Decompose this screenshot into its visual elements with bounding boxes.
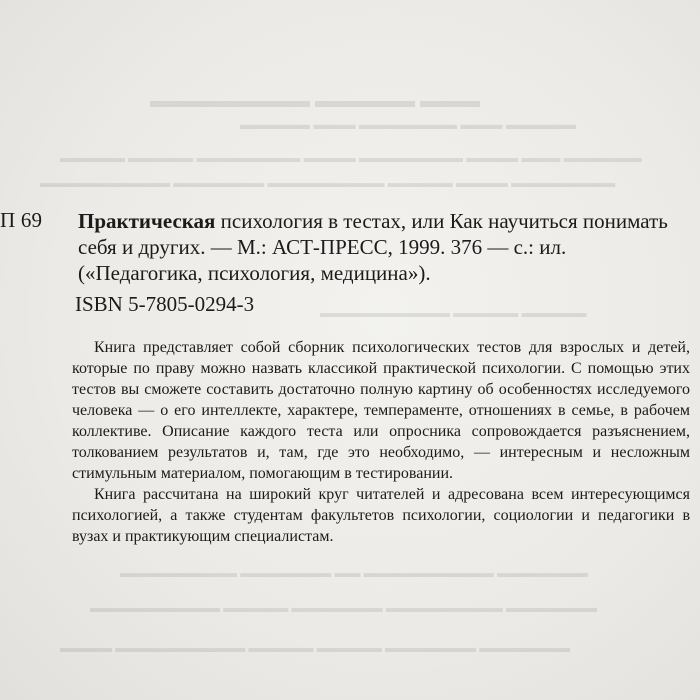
show-through-text: ▬▬▬▬▬▬▬ ▬▬▬▬▬▬▬▬▬ ▬▬▬▬▬▬▬ ▬▬▬▬▬ ▬▬▬▬▬▬▬▬▬▬ [90,600,597,615]
show-through-text: ▬▬▬▬▬ ▬▬▬ ▬▬▬▬▬▬▬ ▬▬▬ ▬▬▬▬▬ [240,118,576,133]
annotation-paragraph: Книга рассчитана на широкий круг читателей и адресована всем интересующимся психологией, а также студентам факультетов психологии, социологии и педагогики в вузах и практикующим специалистам. [72,486,690,545]
isbn: ISBN 5-7805-0294-3 [75,292,255,316]
show-through-text: ▬▬▬▬▬▬ ▬▬▬ ▬▬▬▬ ▬▬▬▬▬▬▬▬ ▬▬▬▬ ▬▬▬▬▬▬▬▬ ▬▬▬▬▬ ▬▬▬▬▬ [60,150,642,165]
annotation-paragraph: Книга представляет собой сборник психологических тестов для взрослых и детей, которые по праву можно назвать классикой практической психологии. С помощью этих тестов вы сможете составить достаточно полную картину об особенностях исследуемого человека — о его интеллекте, характере, темпераменте, отношениях в семье, в рабочем коллективе. Описание каждого теста или опросника сопровождается разъяснением, толкованием результатов и, там, где это необходимо, — интересным и несложным стимульным материалом, помогающим в тестировании. [72,339,690,482]
entry-description: психология в тестах, или Как научиться понимать себя и других. — М.: АСТ-ПРЕСС, 1999. 376 — с.: ил. («Педагогика, психология, медицина»). [78,209,668,285]
show-through-text: ▬▬▬▬▬▬▬ ▬▬▬▬▬▬▬▬▬▬ ▬▬ ▬▬▬▬▬▬▬ ▬▬▬▬▬▬▬▬▬ [120,565,588,580]
catalog-code: П 69 [0,208,43,232]
bibliographic-entry [78,208,688,286]
show-through-text: ▬▬▬▬▬▬▬▬ ▬▬▬▬ ▬▬▬▬▬ ▬▬▬▬▬▬▬▬▬ ▬▬▬▬▬▬▬ ▬▬▬▬▬▬▬▬▬▬ [40,175,616,190]
show-through-text: ▬▬▬ ▬▬▬▬▬ ▬▬▬▬▬▬▬▬ [150,90,480,112]
annotation [72,337,690,547]
show-through-text: ▬▬▬▬▬ ▬▬▬▬▬ ▬▬▬▬▬▬▬▬▬▬ [320,305,587,320]
show-through-text: ▬▬▬▬▬▬▬ ▬▬▬▬▬▬▬ ▬▬▬▬▬ ▬▬▬▬▬ ▬▬▬▬▬▬▬▬▬▬ ▬▬▬▬ [60,640,571,655]
entry-title-lead: Практическая [78,209,216,233]
